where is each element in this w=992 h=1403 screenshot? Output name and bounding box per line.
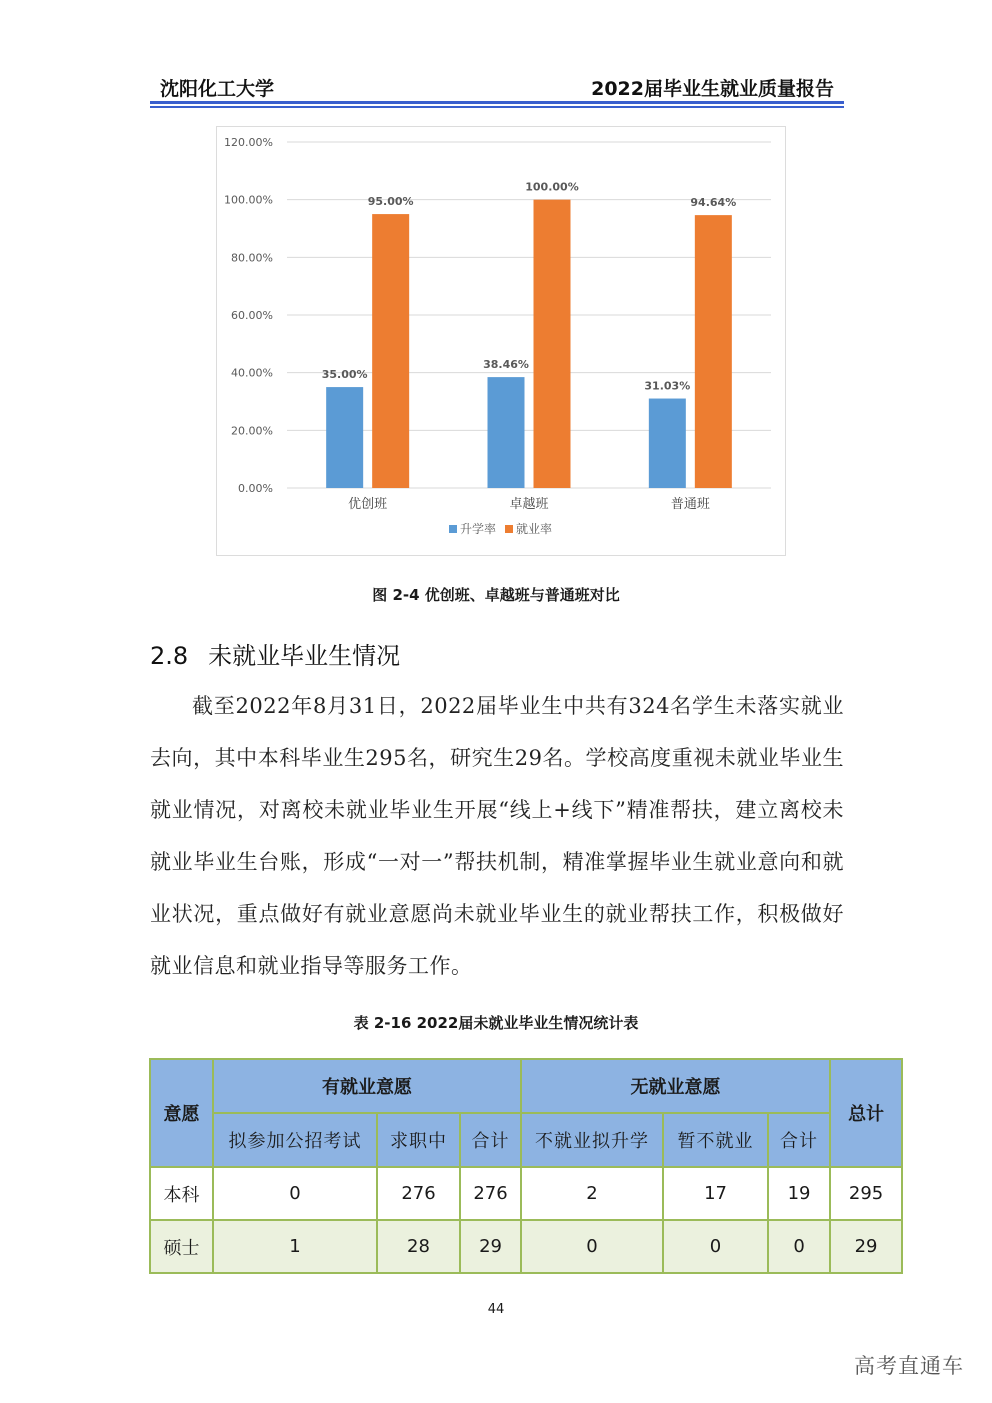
y-tick-label: 80.00% <box>231 251 273 265</box>
header-group-without-intent: 无就业意愿 <box>521 1059 830 1113</box>
row-label: 本科 <box>150 1167 213 1220</box>
table-cell: 1 <box>213 1220 377 1273</box>
subheader-cell: 求职中 <box>377 1113 460 1167</box>
y-tick-label: 100.00% <box>224 193 273 207</box>
table-cell: 19 <box>768 1167 830 1220</box>
subheader-cell: 暂不就业 <box>663 1113 768 1167</box>
table-cell: 0 <box>663 1220 768 1273</box>
data-label: 31.03% <box>644 379 691 393</box>
bar-chart <box>216 126 786 556</box>
data-label: 94.64% <box>690 196 737 210</box>
table-cell: 2 <box>521 1167 663 1220</box>
table-cell: 295 <box>830 1167 902 1220</box>
table-cell: 29 <box>460 1220 521 1273</box>
header-university: 沈阳化工大学 <box>160 78 275 100</box>
x-tick-label: 优创班 <box>348 497 388 512</box>
table-cell: 29 <box>830 1220 902 1273</box>
table-cell: 0 <box>768 1220 830 1273</box>
table-caption: 表 2-16 2022届未就业毕业生情况统计表 <box>353 1014 639 1032</box>
table-cell: 17 <box>663 1167 768 1220</box>
legend-label: 就业率 <box>516 522 553 536</box>
body-paragraph: 截至2022年8月31日，2022届毕业生中共有324名学生未落实就业去向，其中本科毕业生295名，研究生29名。学校高度重视未就业毕业生就业情况，对离校未就业毕业生开展“线上+线下”精准帮扶，建立离校未就业毕业生台账，形成“一对一”帮扶机制，精准掌握毕业生就业意向和就业状况，重点做好有就业意愿尚未就业毕业生的就业帮扶工作，积极做好就业信息和就业指导等服务工作。 <box>150 694 844 978</box>
table-cell: 28 <box>377 1220 460 1273</box>
section-heading <box>150 636 400 671</box>
data-label: 38.46% <box>483 358 529 372</box>
data-label: 95.00% <box>367 195 414 209</box>
section-number: 2.8 <box>150 642 189 670</box>
header-report-title: 2022届毕业生就业质量报告 <box>591 78 834 100</box>
subheader-cell: 合计 <box>768 1113 830 1167</box>
y-tick-label: 0.00% <box>238 482 273 495</box>
header-rule-thick <box>150 101 844 104</box>
legend-swatch <box>449 525 457 533</box>
table-row <box>150 1220 902 1273</box>
row-label: 硕士 <box>150 1220 213 1273</box>
subheader-cell: 合计 <box>460 1113 521 1167</box>
table-subheader-row <box>150 1113 902 1167</box>
bar-employment-rate <box>695 215 732 488</box>
page-number: 44 <box>487 1302 505 1317</box>
data-label: 35.00% <box>321 368 368 382</box>
figure-caption: 图 2-4 优创班、卓越班与普通班对比 <box>372 586 620 604</box>
bar-employment-rate <box>372 214 409 488</box>
legend-label: 升学率 <box>460 522 497 536</box>
table-cell: 0 <box>213 1167 377 1220</box>
x-tick-label: 普通班 <box>670 497 710 512</box>
y-tick-label: 120.00% <box>224 136 273 149</box>
bar-progression-rate <box>488 377 525 488</box>
table-cell: 0 <box>521 1220 663 1273</box>
x-tick-label: 卓越班 <box>509 497 549 512</box>
header-corner: 意愿 <box>150 1059 213 1167</box>
bar-progression-rate <box>326 387 363 488</box>
y-tick-label: 60.00% <box>231 309 273 322</box>
bar-chart-svg <box>217 127 785 555</box>
subheader-cell: 拟参加公招考试 <box>213 1113 377 1167</box>
table-cell: 276 <box>460 1167 521 1220</box>
subheader-cell: 不就业拟升学 <box>521 1113 663 1167</box>
data-label: 100.00% <box>525 180 579 194</box>
table-row <box>150 1167 902 1220</box>
watermark: 高考直通车 <box>854 1354 964 1378</box>
y-tick-label: 40.00% <box>231 366 273 380</box>
bar-progression-rate <box>649 399 686 488</box>
header-rule-thin <box>150 106 844 108</box>
y-tick-label: 20.00% <box>231 424 273 438</box>
unemployed-graduates-table <box>149 1058 903 1274</box>
bar-employment-rate <box>534 200 571 488</box>
header-total: 总计 <box>830 1059 902 1167</box>
table-cell: 276 <box>377 1167 460 1220</box>
table-header-row <box>150 1059 902 1113</box>
legend-swatch <box>505 525 513 533</box>
section-title: 未就业毕业生情况 <box>208 642 401 670</box>
header-group-with-intent: 有就业意愿 <box>213 1059 521 1113</box>
